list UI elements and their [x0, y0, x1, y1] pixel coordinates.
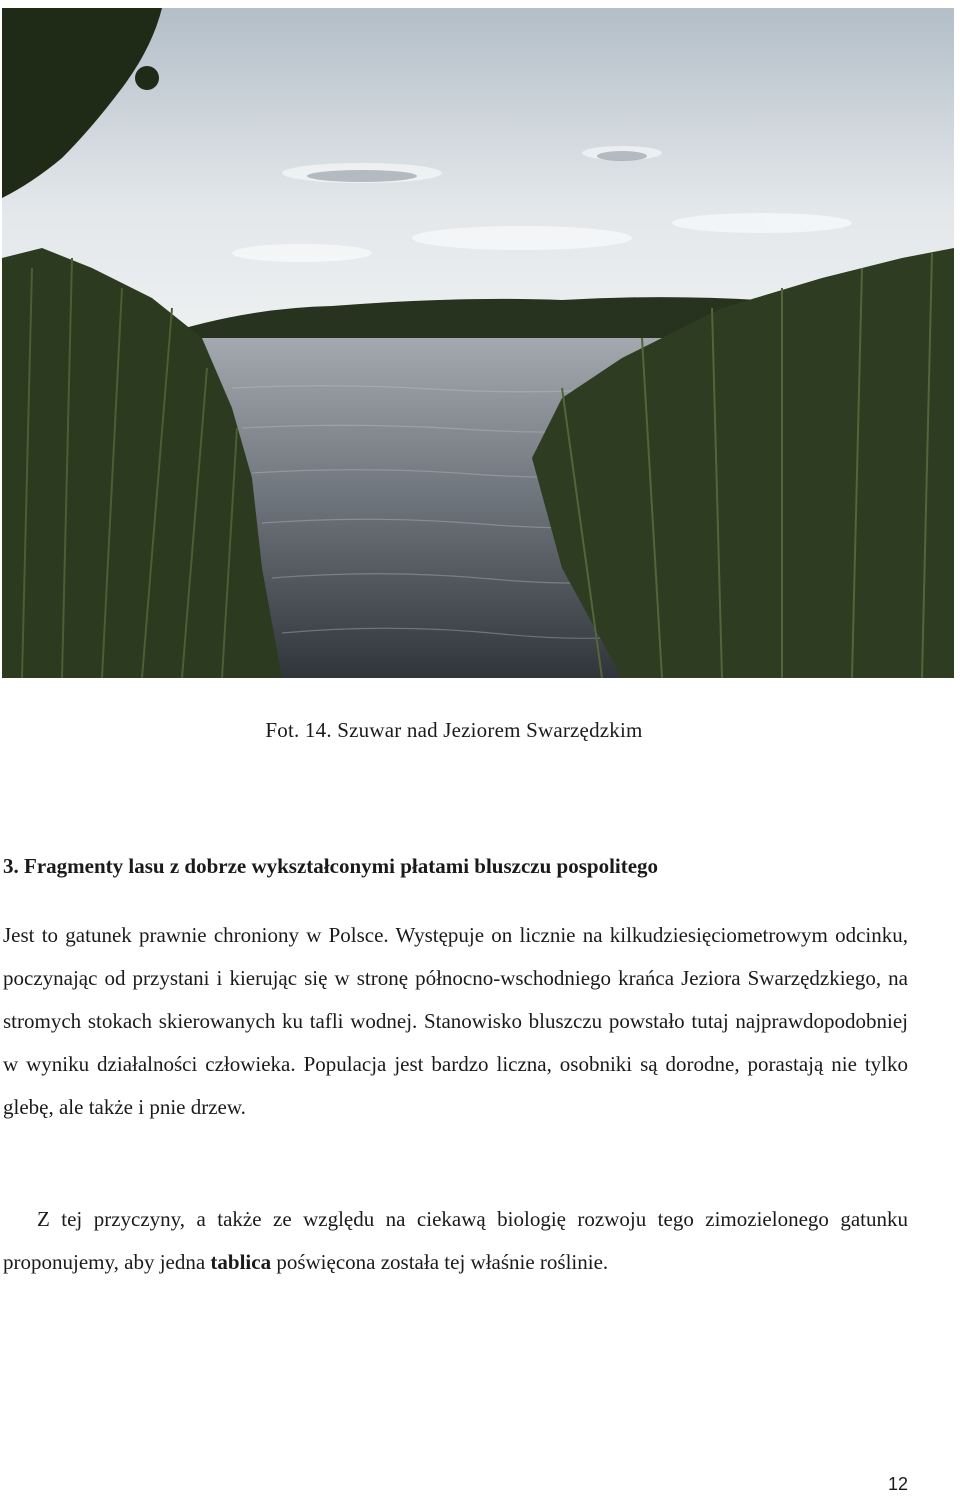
section-heading: 3. Fragmenty lasu z dobrze wykształconymi płatami bluszczu pospolitego: [3, 854, 659, 878]
photo-caption: Fot. 14. Szuwar nad Jeziorem Swarzędzkim: [265, 718, 643, 742]
paragraph-2-text-start: Z tej przyczyny, a także ze względu na ciekawą biologię rozwoju tego zimozielonego gatunku proponujemy, aby jedna: [3, 1207, 908, 1274]
lake-photo-illustration: [2, 8, 954, 678]
paragraph-2: [3, 1198, 908, 1284]
paragraph-2-text-end: poświęcona została tej właśnie roślinie.: [271, 1250, 609, 1274]
paragraph-1: Jest to gatunek prawnie chroniony w Polsce. Występuje on licznie na kilkudziesięciometrowym odcinku, poczynając od przystani i kierując się w stronę północno-wschodniego krańca Jeziora Swarzędzkiego, na stromych stokach skierowanych ku tafli wodnej. Stanowisko bluszczu powstało tutaj najprawdopodobniej w wyniku działalności człowieka. Populacja jest bardzo liczna, osobniki są dorodne, porastają nie tylko glebę, ale także i pnie drzew.: [3, 923, 908, 1119]
paragraph-2-bold-word: tablica: [210, 1250, 272, 1274]
lake-photo: [2, 8, 954, 678]
page-number: 12: [887, 1474, 908, 1494]
